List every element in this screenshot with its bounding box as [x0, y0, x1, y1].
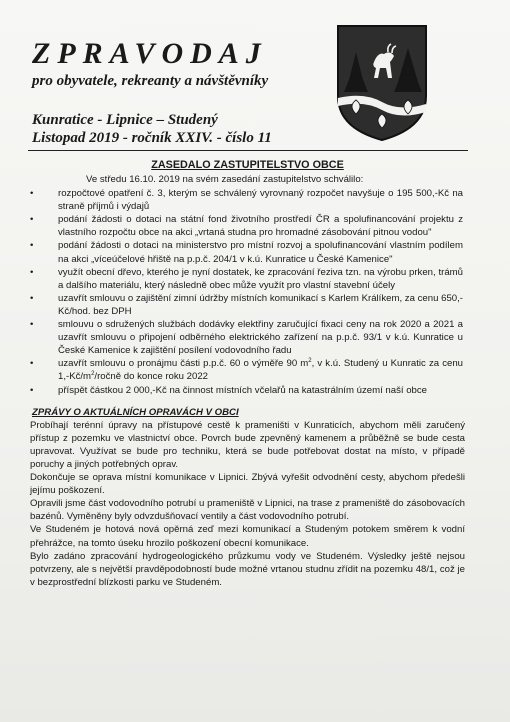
repairs-paragraph: Dokončuje se oprava místní komunikace v Lipnici. Zbývá vyřešit odvodnění cesty, abychom předešli jejímu poškození.: [30, 472, 465, 497]
list-item: • podání žádosti o dotaci na ministerstvo pro místní rozvoj a spolufinancování vlastním podílem na akci „víceúčelové hřiště na p.p.č. 204/1 v k.ú. Kunratice u České Kamenice": [30, 239, 465, 265]
section-heading-repairs: ZPRÁVY O AKTUÁLNÍCH OPRAVÁCH V OBCI: [32, 406, 239, 418]
repairs-paragraph: Opravili jsme část vodovodního potrubí u prameniště v Lipnici, na trase z prameniště do zásobovacích bazénů. Vyměněny byly odvzdušňovací ventily a část vodovodního potrubí.: [30, 498, 465, 523]
lease-text-middle: , v k.ú. Studený u Kunratic za cenu 1,-Kč/m: [58, 358, 463, 383]
newsletter-places: Kunratice - Lipnice – Studený: [32, 112, 218, 128]
lease-sup: 2: [308, 358, 312, 365]
list-item: • smlouvu o sdružených službách dodávky elektřiny zaručující fixaci ceny na rok 2020 a 2021 a uzavřít smlouvu o připojení odběrného elektrického zařízení na p.p.č. 93/1 v k.ú. Kunratice u České Kamenice k zajištění posílení vodovodního řadu: [30, 318, 465, 357]
newsletter-title: ZPRAVODAJ: [32, 37, 268, 70]
lease-sup-2: 2: [91, 371, 95, 378]
repairs-paragraph: Probíhají terénní úpravy na přístupové cestě k prameništi v Kunraticích, abychom měli zaručený přístup z pozemku ve vlastnictví obce. Povrch bude zpevněný kamenem a průběžně se bude cesta upravovat. Využívat se bude pro techniku, která se bude potřebovat dostat na místo, v případě poruchy a jiných potřebných oprav.: [30, 419, 465, 470]
list-item: • využít obecní dřevo, kterého je nyní dostatek, ke zpracování řeziva tzn. na výrobu prken, trámů a dalšího materiálu, který následně obec může využít pro vlastní stavební účely: [30, 266, 465, 292]
repairs-paragraph: Ve Studeném je hotová nová opěrná zeď mezi komunikací a Studeným potokem směrem k vodní přehrážce, na tomto úseku hrozilo poškození obecní komunikace.: [30, 524, 465, 549]
repairs-paragraph: Bylo zadáno zpracování hydrogeologického průzkumu vody ve Studeném. Výsledky ještě nejsou potvrzeny, ale s největší pravděpodobností bude možné vrtanou studnu zřídit na pozemku 48/1, což je v bezprostřední blízkosti parku ve Studeném.: [30, 550, 465, 588]
coat-of-arms-icon: [334, 22, 430, 144]
masthead: [32, 38, 332, 147]
council-intro: Ve středu 16.10. 2019 na svém zasedání zastupitelstvo schválilo:: [86, 174, 364, 185]
header-rule: [28, 150, 468, 151]
article-body: [30, 158, 465, 589]
lease-text-start: uzavřít smlouvu o pronájmu části p.p.č. 60 o výměře 90 m: [58, 358, 309, 370]
section-heading-council: ZASEDALO ZASTUPITELSTVO OBCE: [151, 159, 344, 171]
list-item: • podání žádosti o dotaci na státní fond životního prostředí ČR a spolufinancování projektu z vlastního rozpočtu obce na akci „vrtaná studna pro hromadné zásobování pitnou vodou": [30, 213, 465, 239]
council-decisions-list: [30, 187, 465, 397]
list-item: • příspět částkou 2 000,-Kč na činnost místních včelařů na katastrálním území naší obce: [30, 384, 465, 397]
list-item: • rozpočtové opatření č. 3, kterým se schválený vyrovnaný rozpočet navyšuje o 195 500,-Kč na straně příjmů i výdajů: [30, 187, 465, 213]
newsletter-issue: Listopad 2019 - ročník XXIV. - číslo 11: [32, 130, 272, 146]
list-item: • uzavřít smlouvu o zajištění zimní údržby místních komunikací s Karlem Králíkem, za cenu 650,-Kč/hod. bez DPH: [30, 292, 465, 318]
list-item-lease: [30, 357, 465, 383]
lease-text-end: /ročně do konce roku 2022: [94, 371, 209, 383]
newsletter-subtitle: pro obyvatele, rekreanty a návštěvníky: [32, 73, 269, 89]
